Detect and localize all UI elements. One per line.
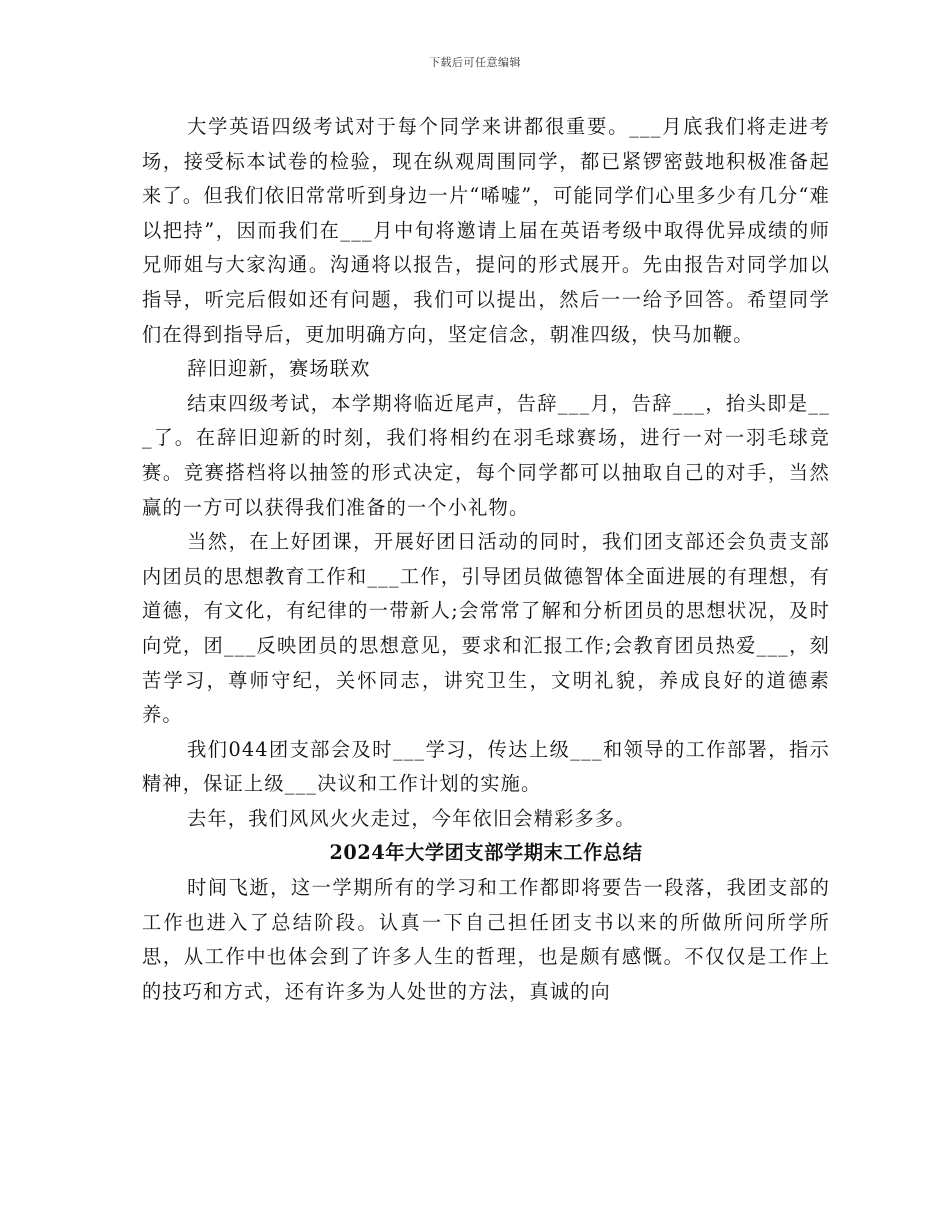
paragraph-badminton-match: 结束四级考试，本学期将临近尾声，告辞___月，告辞___，抬头即是___了。在辞旧迎新的时刻，我们将相约在羽毛球赛场，进行一对一羽毛球竞赛。竞赛搭档将以抽签的形式决定，每个同学都可以抽取自己的对手，当然赢的一方可以获得我们准备的一个小礼物。 (142, 391, 830, 519)
paragraph-branch-study: 我们044团支部会及时___学习，传达上级___和领导的工作部署，指示精神，保证上级___决议和工作计划的实施。 (142, 737, 830, 796)
header-note: 下载后可任意编辑 (429, 56, 521, 69)
paragraph-league-work: 当然，在上好团课，开展好团日活动的同时，我们团支部还会负责支部内团员的思想教育工作和___工作，引导团员做德智体全面进展的有理想，有道德，有文化，有纪律的一带新人;会常常了解和分析团员的思想状况，及时向党，团___反映团员的思想意见，要求和汇报工作;会教育团员热爱___，刻苦学习，尊师守纪，关怀同志，讲究卫生，文明礼貌，养成良好的道德素养。 (142, 530, 830, 727)
subheading-new-year-match: 辞旧迎新，赛场联欢 (187, 357, 371, 381)
section-title: 2024年大学团支部学期末工作总结 (329, 841, 643, 865)
paragraph-cet4-exam: 大学英语四级考试对于每个同学来讲都很重要。___月底我们将走进考场，接受标本试卷的检验，现在纵观周围同学，都已紧锣密鼓地积极准备起来了。但我们依旧常常听到身边一片“唏嘘”，可能同学们心里多少有几分“难以把持”，因而我们在___月中旬将邀请上届在英语考级中取得优异成绩的师兄师姐与大家沟通。沟通将以报告，提问的形式展开。先由报告对同学加以指导，听完后假如还有问题，我们可以提出，然后一一给予回答。希望同学们在得到指导后，更加明确方向，坚定信念，朝准四级，快马加鞭。 (142, 115, 830, 346)
paragraph-last-year: 去年，我们风风火火走过，今年依旧会精彩多多。 (187, 806, 636, 830)
document-body (142, 110, 830, 1009)
paragraph-term-summary: 时间飞逝，这一学期所有的学习和工作都即将要告一段落，我团支部的工作也进入了总结阶段。认真一下自己担任团支书以来的所做所问所学所思，从工作中也体会到了许多人生的哲理，也是颇有感慨。不仅仅是工作上的技巧和方式，还有许多为人处世的方法，真诚的向 (142, 876, 830, 1003)
